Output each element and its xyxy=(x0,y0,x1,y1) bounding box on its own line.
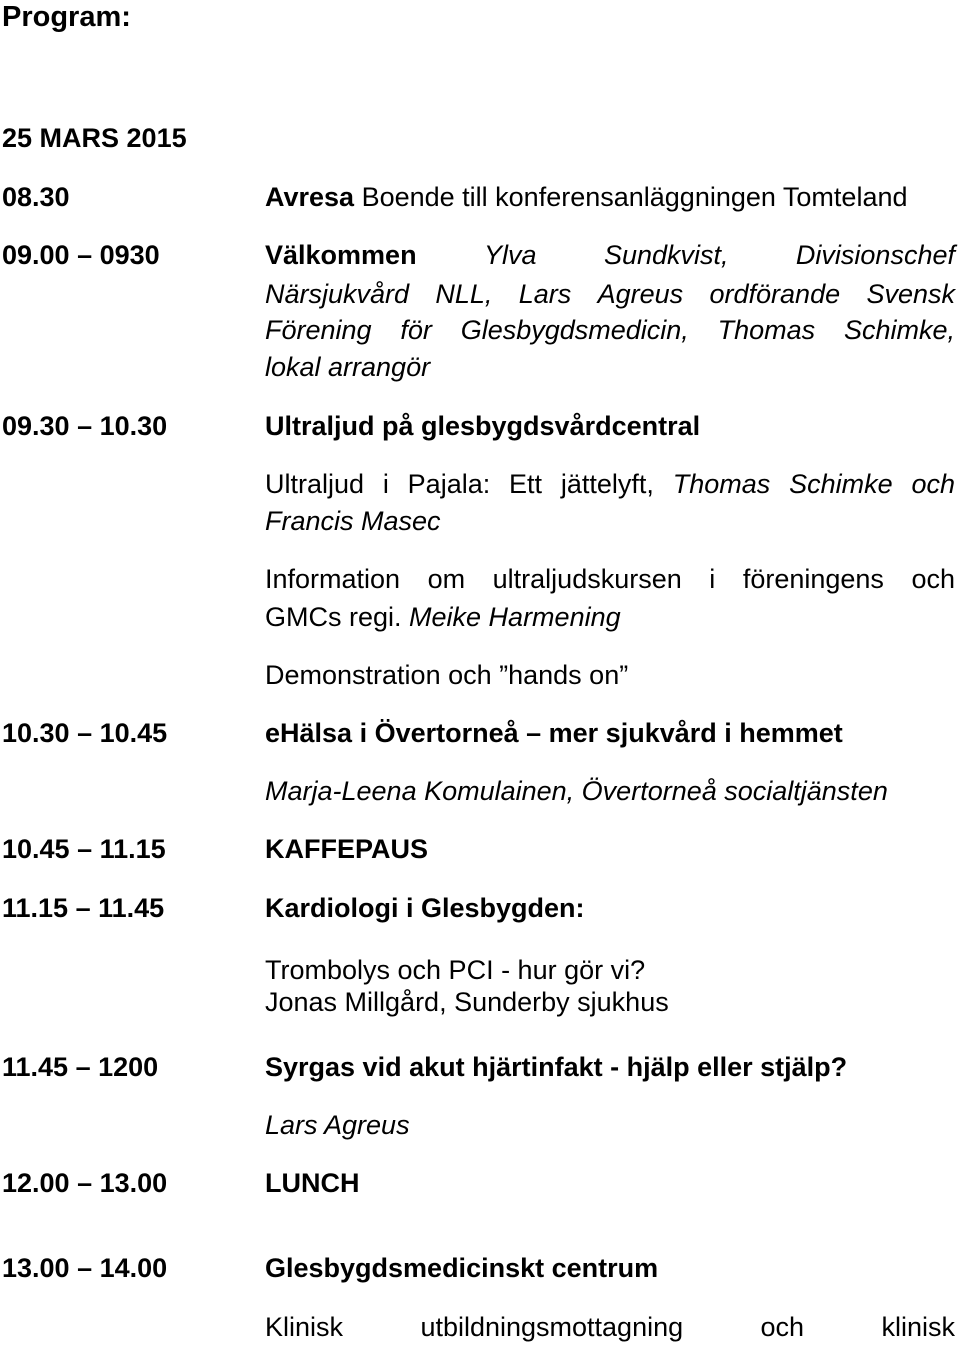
item-time: 08.30 xyxy=(2,182,70,212)
item-heading: Glesbygdsmedicinskt centrum xyxy=(265,1253,659,1283)
sub-item-line: Trombolys och PCI - hur gör vi? xyxy=(265,955,646,985)
item-heading: Syrgas vid akut hjärtinfakt - hjälp eller stjälp? xyxy=(265,1052,848,1082)
sub-item-word: jättelyft, xyxy=(560,469,654,499)
sub-item-word: och xyxy=(911,564,955,594)
speaker-word: Förening xyxy=(265,315,372,345)
sub-item-word: ultraljudskursen xyxy=(492,564,682,594)
speaker-word: Närsjukvård xyxy=(265,279,410,309)
speaker-word: Glesbygdsmedicin, xyxy=(460,315,689,345)
sub-item-word: Klinisk xyxy=(265,1312,344,1342)
speaker-word: Thomas xyxy=(672,469,771,499)
sub-item-word: Pajala: xyxy=(407,469,491,499)
item-time: 13.00 – 14.00 xyxy=(2,1253,168,1283)
sub-item-word: om xyxy=(427,564,466,594)
sub-item-word: klinisk xyxy=(881,1312,955,1342)
item-time: 09.30 – 10.30 xyxy=(2,411,168,441)
item-heading: KAFFEPAUS xyxy=(265,834,429,864)
sub-item-line xyxy=(265,467,955,501)
speaker-line: lokal arrangör xyxy=(265,352,431,382)
item-description-line xyxy=(265,238,955,272)
speaker-word: ordförande xyxy=(709,279,841,309)
speaker-word: Thomas xyxy=(717,315,816,345)
sub-item-word: i xyxy=(382,469,389,499)
speaker-word: Lars xyxy=(518,279,572,309)
page-title: Program: xyxy=(2,1,131,33)
sub-item-word: föreningens xyxy=(742,564,884,594)
item-heading: eHälsa i Övertorneå – mer sjukvård i hemmet xyxy=(265,718,843,748)
item-text: Boende till konferensanläggningen Tomteland xyxy=(354,182,908,212)
sub-item-word: och xyxy=(760,1312,805,1342)
sub-item-text: GMCs regi. xyxy=(265,602,410,632)
speaker-word: för xyxy=(400,315,432,345)
sub-item-line xyxy=(265,600,621,634)
speaker-name: Meike Harmening xyxy=(409,602,621,632)
program-date: 25 MARS 2015 xyxy=(2,123,187,153)
item-time: 09.00 – 0930 xyxy=(2,240,160,270)
speaker-word: Sundkvist, xyxy=(603,240,729,270)
item-time: 10.30 – 10.45 xyxy=(2,718,168,748)
speaker-line: Francis Masec xyxy=(265,506,441,536)
speaker-word: Agreus xyxy=(597,279,684,309)
sub-item-line: Jonas Millgård, Sunderby sjukhus xyxy=(265,987,669,1017)
speaker-word: Ylva xyxy=(483,240,537,270)
item-keyword: Avresa xyxy=(265,182,355,212)
sub-item-word: Information xyxy=(265,564,401,594)
sub-item-word: utbildningsmottagning xyxy=(420,1312,684,1342)
item-heading: LUNCH xyxy=(265,1168,360,1198)
item-time: 12.00 – 13.00 xyxy=(2,1168,168,1198)
speaker-word: och xyxy=(911,469,955,499)
sub-item-line: Demonstration och ”hands on” xyxy=(265,660,629,690)
sub-item-word: Ett xyxy=(509,469,543,499)
speaker-word: Divisionschef xyxy=(795,240,955,270)
sub-item-line xyxy=(265,562,955,596)
item-heading: Kardiologi i Glesbygden: xyxy=(265,893,585,923)
item-heading: Ultraljud på glesbygdsvårdcentral xyxy=(265,411,701,441)
sub-item-line xyxy=(265,1310,955,1344)
item-time: 10.45 – 11.15 xyxy=(2,834,166,864)
sub-item-word: Ultraljud xyxy=(265,469,365,499)
speaker-line xyxy=(265,277,955,311)
sub-item-word: i xyxy=(709,564,716,594)
item-description xyxy=(265,180,908,214)
item-keyword: Välkommen xyxy=(265,240,417,270)
speaker-word: Schimke xyxy=(789,469,893,499)
speaker-word: NLL, xyxy=(435,279,493,309)
speaker-line: Lars Agreus xyxy=(265,1110,410,1140)
item-time: 11.15 – 11.45 xyxy=(2,893,165,923)
speaker-word: Schimke, xyxy=(843,315,955,345)
speaker-line: Marja-Leena Komulainen, Övertorneå socialtjänsten xyxy=(265,776,888,806)
speaker-line xyxy=(265,313,955,347)
speaker-word: Svensk xyxy=(866,279,955,309)
item-time: 11.45 – 1200 xyxy=(2,1052,159,1082)
